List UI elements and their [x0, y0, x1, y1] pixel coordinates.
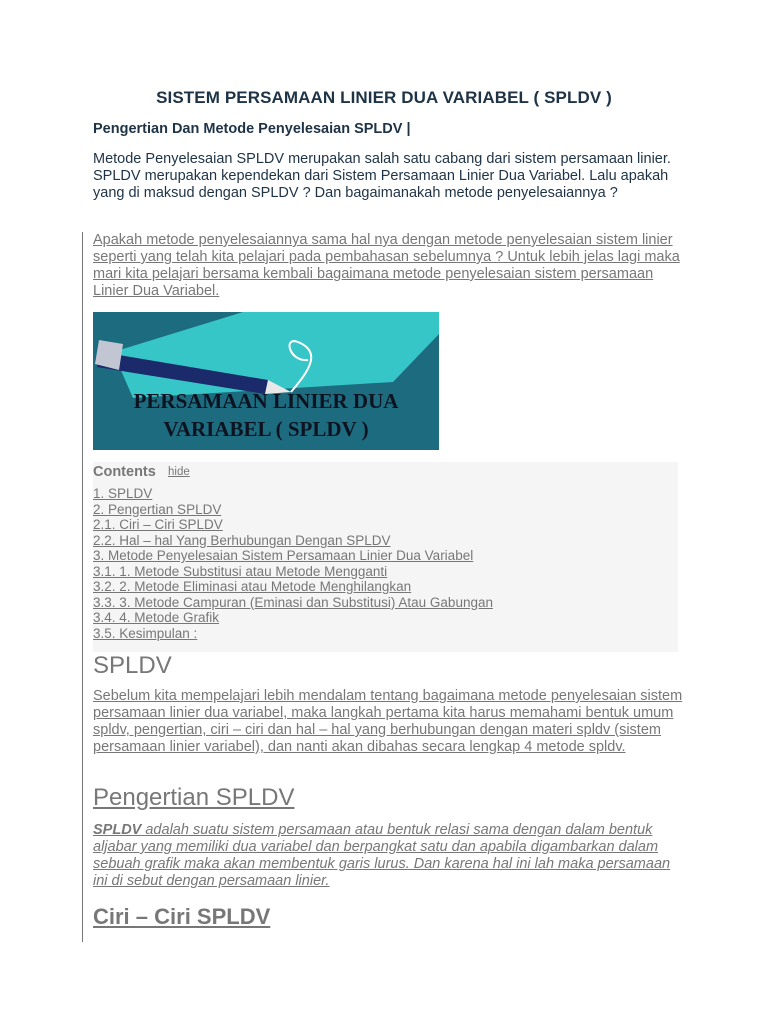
- spldv-banner-image: [93, 312, 439, 450]
- toc-item[interactable]: 2.1. Ciri – Ciri SPLDV: [93, 517, 223, 532]
- toc-item[interactable]: 1. SPLDV: [93, 486, 153, 501]
- toc-item[interactable]: 3.5. Kesimpulan :: [93, 625, 198, 641]
- toc-item[interactable]: 3. Metode Penyelesaian Sistem Persamaan Linier Dua Variabel: [93, 548, 474, 563]
- toc-item[interactable]: 3.4. 4. Metode Grafik: [93, 610, 220, 625]
- section-heading-spldv: SPLDV: [93, 652, 172, 679]
- question-paragraph-link[interactable]: Apakah metode penyelesaiannya sama hal nya dengan metode penyelesaian sistem linier seperti yang telah kita pelajari pada pembahasan sebelumnya ? Untuk lebih jelas lagi maka mari kita pelajari bersama kembali bagaimana metode penyelesaian sistem persamaan Linier Dua Variabel.: [93, 232, 680, 299]
- page-subtitle: Pengertian Dan Metode Penyelesaian SPLDV |: [93, 121, 411, 137]
- section-heading-ciri[interactable]: Ciri – Ciri SPLDV: [93, 904, 271, 929]
- quote-left-border: [82, 232, 83, 942]
- table-of-contents: [93, 462, 678, 652]
- toc-item[interactable]: 3.1. 1. Metode Substitusi atau Metode Mengganti: [93, 563, 388, 579]
- banner-graphic: [93, 312, 439, 450]
- toc-list: [93, 486, 493, 641]
- toc-item[interactable]: 3.2. 2. Metode Eliminasi atau Metode Menghilangkan: [93, 579, 412, 594]
- pengertian-paragraph-link[interactable]: [93, 822, 683, 890]
- toc-item[interactable]: 3.3. 3. Metode Campuran (Eminasi dan Substitusi) Atau Gabungan: [93, 594, 493, 610]
- banner-line1: PERSAMAAN LINIER DUA: [133, 389, 399, 413]
- pengertian-term: SPLDV: [93, 822, 142, 838]
- contents-heading: Contents: [93, 464, 156, 480]
- banner-line2: VARIABEL ( SPLDV ): [163, 417, 369, 441]
- toc-item[interactable]: 2. Pengertian SPLDV: [93, 501, 222, 517]
- toc-item[interactable]: 2.2. Hal – hal Yang Berhubungan Dengan SPLDV: [93, 532, 391, 548]
- spldv-paragraph-link[interactable]: Sebelum kita mempelajari lebih mendalam tentang bagaimana metode penyelesaian sistem persamaan linier dua variabel, maka langkah pertama kita harus memahami bentuk umum spldv, pengertian, ciri – ciri dan hal – hal yang berhubungan dengan materi spldv (sistem persamaan linier variabel), dan nanti akan dibahas secara lengkap 4 metode spldv.: [93, 688, 683, 755]
- page-title: SISTEM PERSAMAAN LINIER DUA VARIABEL ( SPLDV ): [156, 88, 612, 107]
- contents-hide-link[interactable]: hide: [168, 466, 190, 478]
- section-heading-pengertian[interactable]: Pengertian SPLDV: [93, 784, 295, 811]
- intro-paragraph: Metode Penyelesaian SPLDV merupakan salah satu cabang dari sistem persamaan linier. SPLDV merupakan kependekan dari Sistem Persamaan Linier Dua Variabel. Lalu apakah yang di maksud dengan SPLDV ? Dan bagaimanakah metode penyelesaiannya ?: [93, 151, 671, 201]
- pengertian-text: adalah suatu sistem persamaan atau bentuk relasi sama dengan dalam bentuk aljabar yang memiliki dua variabel dan berpangkat satu dan apabila digambarkan dalam sebuah grafik maka akan membentuk garis lurus. Dan karena hal ini lah maka persamaan ini di sebut dengan persamaan linier.: [93, 822, 671, 889]
